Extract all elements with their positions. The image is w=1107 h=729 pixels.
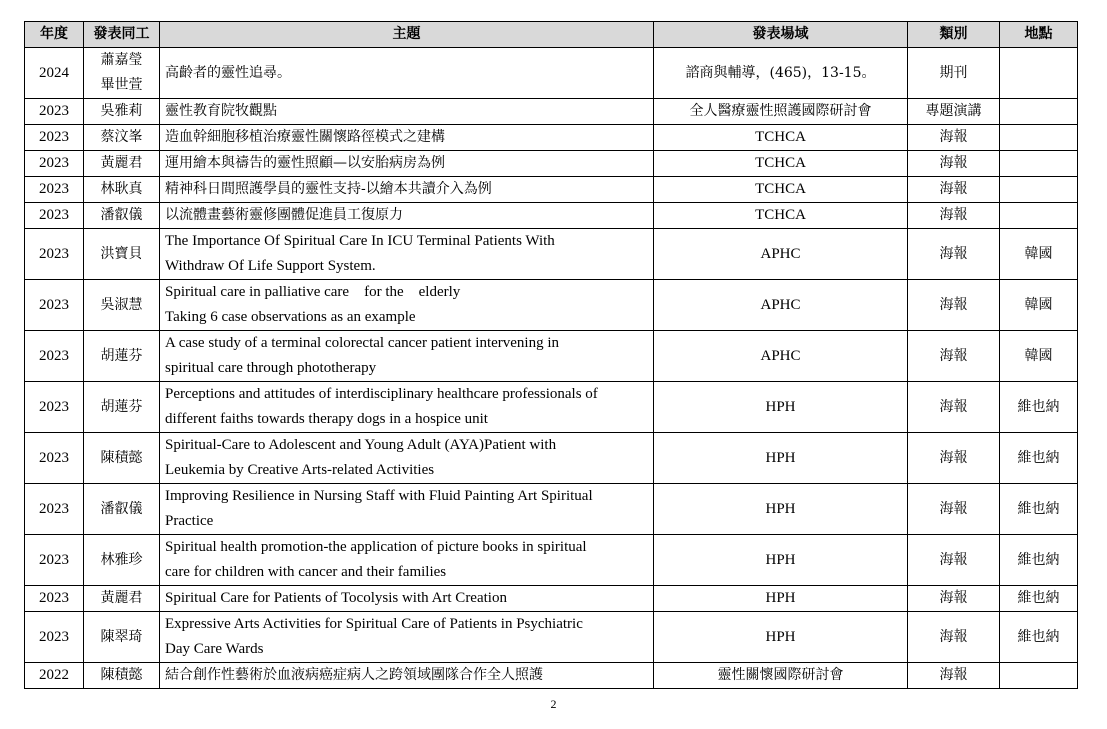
cell-presenter [84, 535, 160, 586]
cell-location: 韓國 [1000, 331, 1078, 382]
topic-line: 高齡者的靈性追尋。 [165, 64, 291, 81]
presenter-name: 蕭嘉瑩 [100, 52, 143, 68]
cell-year: 2023 [25, 612, 84, 663]
table-row [25, 586, 1078, 612]
cell-venue: APHC [654, 229, 908, 280]
presenter-name: 蔡汶峯 [100, 129, 143, 145]
cell-presenter [84, 280, 160, 331]
topic-line: 靈性教育院牧觀點 [165, 103, 277, 119]
cell-location [1000, 125, 1078, 151]
cell-location [1000, 48, 1078, 99]
cell-topic [160, 48, 654, 99]
cell-venue: APHC [654, 280, 908, 331]
cell-presenter [84, 433, 160, 484]
presenter-name: 林耿真 [100, 181, 143, 197]
cell-location [1000, 203, 1078, 229]
cell-category: 期刊 [908, 48, 1000, 99]
cell-category: 海報 [908, 484, 1000, 535]
presenter-name: 洪寶貝 [100, 245, 143, 262]
cell-venue: HPH [654, 586, 908, 612]
cell-category: 海報 [908, 663, 1000, 689]
cell-location: 維也納 [1000, 535, 1078, 586]
cell-topic [160, 535, 654, 586]
cell-location [1000, 99, 1078, 125]
cell-topic [160, 125, 654, 151]
topic-line: A case study of a terminal colorectal cancer patient intervening in [165, 335, 560, 351]
presenter-name: 陳翠琦 [100, 628, 143, 645]
table-body [25, 48, 1078, 689]
cell-category: 海報 [908, 382, 1000, 433]
cell-location [1000, 177, 1078, 203]
topic-line: Expressive Arts Activities for Spiritual Care of Patients in Psychiatric [165, 616, 583, 632]
cell-topic [160, 663, 654, 689]
table-row [25, 203, 1078, 229]
cell-year: 2023 [25, 280, 84, 331]
presenter-name: 陳積懿 [100, 449, 143, 466]
presenter-name: 陳積懿 [100, 667, 143, 683]
table-row [25, 48, 1078, 99]
cell-presenter [84, 382, 160, 433]
presenter-name: 吳淑慧 [100, 296, 143, 313]
cell-presenter [84, 663, 160, 689]
cell-location: 維也納 [1000, 586, 1078, 612]
table-row [25, 99, 1078, 125]
publications-table [24, 21, 1078, 689]
cell-topic [160, 586, 654, 612]
cell-year: 2023 [25, 586, 84, 612]
presenter-name: 黃麗君 [100, 590, 143, 606]
cell-year: 2024 [25, 48, 84, 99]
header-venue: 發表場域 [654, 22, 908, 48]
cell-category: 海報 [908, 612, 1000, 663]
cell-category: 海報 [908, 151, 1000, 177]
topic-line: Spiritual-Care to Adolescent and Young Adult (AYA)Patient with [165, 437, 557, 453]
cell-location: 維也納 [1000, 382, 1078, 433]
header-presenter: 發表同工 [84, 22, 160, 48]
table-row [25, 151, 1078, 177]
header-year: 年度 [25, 22, 84, 48]
topic-line: Withdraw Of Life Support System. [165, 258, 376, 274]
table-row [25, 177, 1078, 203]
cell-location: 韓國 [1000, 280, 1078, 331]
page-number: 2 [550, 697, 557, 711]
topic-line: Leukemia by Creative Arts-related Activities [165, 462, 435, 478]
table-row [25, 125, 1078, 151]
table-row [25, 382, 1078, 433]
topic-line: Improving Resilience in Nursing Staff with Fluid Painting Art Spiritual [165, 488, 593, 504]
topic-line: Spiritual care in palliative care for the elderly [165, 284, 461, 300]
table-row [25, 280, 1078, 331]
cell-year: 2023 [25, 203, 84, 229]
cell-year: 2023 [25, 331, 84, 382]
topic-line: Perceptions and attitudes of interdisciplinary healthcare professionals of [165, 386, 598, 402]
cell-venue: HPH [654, 612, 908, 663]
table-row [25, 331, 1078, 382]
cell-category: 海報 [908, 125, 1000, 151]
cell-presenter [84, 612, 160, 663]
cell-year: 2023 [25, 484, 84, 535]
presenter-name: 胡蓮芬 [100, 347, 143, 364]
topic-line: Spiritual health promotion-the application of picture books in spiritual [165, 539, 587, 555]
topic-line: The Importance Of Spiritual Care In ICU Terminal Patients With [165, 233, 555, 249]
table-row [25, 484, 1078, 535]
cell-venue: HPH [654, 433, 908, 484]
cell-location: 韓國 [1000, 229, 1078, 280]
presenter-name: 畢世萱 [100, 77, 143, 93]
presenter-name: 黃麗君 [100, 155, 143, 171]
topic-line: 結合創作性藝術於血液病癌症病人之跨領域團隊合作全人照護 [165, 667, 543, 683]
cell-location: 維也納 [1000, 484, 1078, 535]
cell-topic [160, 177, 654, 203]
cell-category: 海報 [908, 203, 1000, 229]
cell-venue: APHC [654, 331, 908, 382]
cell-topic [160, 203, 654, 229]
cell-topic [160, 99, 654, 125]
cell-year: 2023 [25, 151, 84, 177]
cell-presenter [84, 229, 160, 280]
topic-line: Taking 6 case observations as an example [165, 309, 416, 325]
cell-topic [160, 151, 654, 177]
table-row [25, 433, 1078, 484]
cell-presenter [84, 484, 160, 535]
cell-year: 2023 [25, 125, 84, 151]
cell-category: 海報 [908, 177, 1000, 203]
cell-topic [160, 612, 654, 663]
cell-year: 2023 [25, 433, 84, 484]
presenter-name: 吳雅莉 [100, 103, 143, 119]
topic-line: different faiths towards therapy dogs in a hospice unit [165, 411, 488, 427]
topic-line: 造血幹細胞移植治療靈性關懷路徑模式之建構 [165, 129, 445, 145]
cell-topic [160, 433, 654, 484]
cell-venue: HPH [654, 535, 908, 586]
cell-year: 2023 [25, 382, 84, 433]
cell-venue: TCHCA [654, 125, 908, 151]
cell-venue: 諮商與輔導，(465)，13-15。 [654, 48, 908, 99]
presenter-name: 胡蓮芬 [100, 398, 143, 415]
presenter-name: 林雅珍 [100, 551, 143, 568]
cell-venue: 全人醫療靈性照護國際研討會 [654, 99, 908, 125]
table-row [25, 612, 1078, 663]
header-topic: 主題 [160, 22, 654, 48]
topic-line: Practice [165, 513, 214, 529]
table-row [25, 535, 1078, 586]
topic-line: Day Care Wards [165, 641, 264, 657]
cell-topic [160, 484, 654, 535]
cell-venue: HPH [654, 484, 908, 535]
cell-presenter [84, 125, 160, 151]
cell-category: 海報 [908, 586, 1000, 612]
cell-year: 2023 [25, 99, 84, 125]
cell-presenter [84, 203, 160, 229]
cell-presenter [84, 48, 160, 99]
cell-topic [160, 229, 654, 280]
cell-year: 2023 [25, 177, 84, 203]
cell-venue: TCHCA [654, 177, 908, 203]
cell-year: 2022 [25, 663, 84, 689]
topic-line: spiritual care through phototherapy [165, 360, 377, 376]
cell-venue: TCHCA [654, 151, 908, 177]
table-row [25, 663, 1078, 689]
table-header-row [25, 22, 1078, 48]
cell-location [1000, 663, 1078, 689]
cell-category: 海報 [908, 331, 1000, 382]
header-category: 類別 [908, 22, 1000, 48]
topic-line: care for children with cancer and their families [165, 564, 447, 580]
cell-year: 2023 [25, 229, 84, 280]
topic-line: 精神科日間照護學員的靈性支持-以繪本共讀介入為例 [165, 181, 492, 197]
cell-category: 專題演講 [908, 99, 1000, 125]
topic-line: Spiritual Care for Patients of Tocolysis with Art Creation [165, 590, 507, 606]
header-location: 地點 [1000, 22, 1078, 48]
cell-location [1000, 151, 1078, 177]
cell-topic [160, 382, 654, 433]
cell-category: 海報 [908, 229, 1000, 280]
cell-location: 維也納 [1000, 612, 1078, 663]
presenter-name: 潘叡儀 [100, 500, 143, 517]
cell-location: 維也納 [1000, 433, 1078, 484]
cell-year: 2023 [25, 535, 84, 586]
cell-presenter [84, 151, 160, 177]
cell-presenter [84, 177, 160, 203]
cell-category: 海報 [908, 433, 1000, 484]
topic-line: 運用繪本與禱告的靈性照顧—以安胎病房為例 [165, 155, 445, 171]
cell-venue: HPH [654, 382, 908, 433]
table-row [25, 229, 1078, 280]
cell-category: 海報 [908, 280, 1000, 331]
cell-topic [160, 331, 654, 382]
topic-line: 以流體畫藝術靈修團體促進員工復原力 [165, 207, 403, 223]
cell-venue: 靈性關懷國際研討會 [654, 663, 908, 689]
cell-category: 海報 [908, 535, 1000, 586]
cell-presenter [84, 99, 160, 125]
cell-venue: TCHCA [654, 203, 908, 229]
cell-presenter [84, 331, 160, 382]
presenter-name: 潘叡儀 [100, 207, 143, 223]
cell-topic [160, 280, 654, 331]
cell-presenter [84, 586, 160, 612]
